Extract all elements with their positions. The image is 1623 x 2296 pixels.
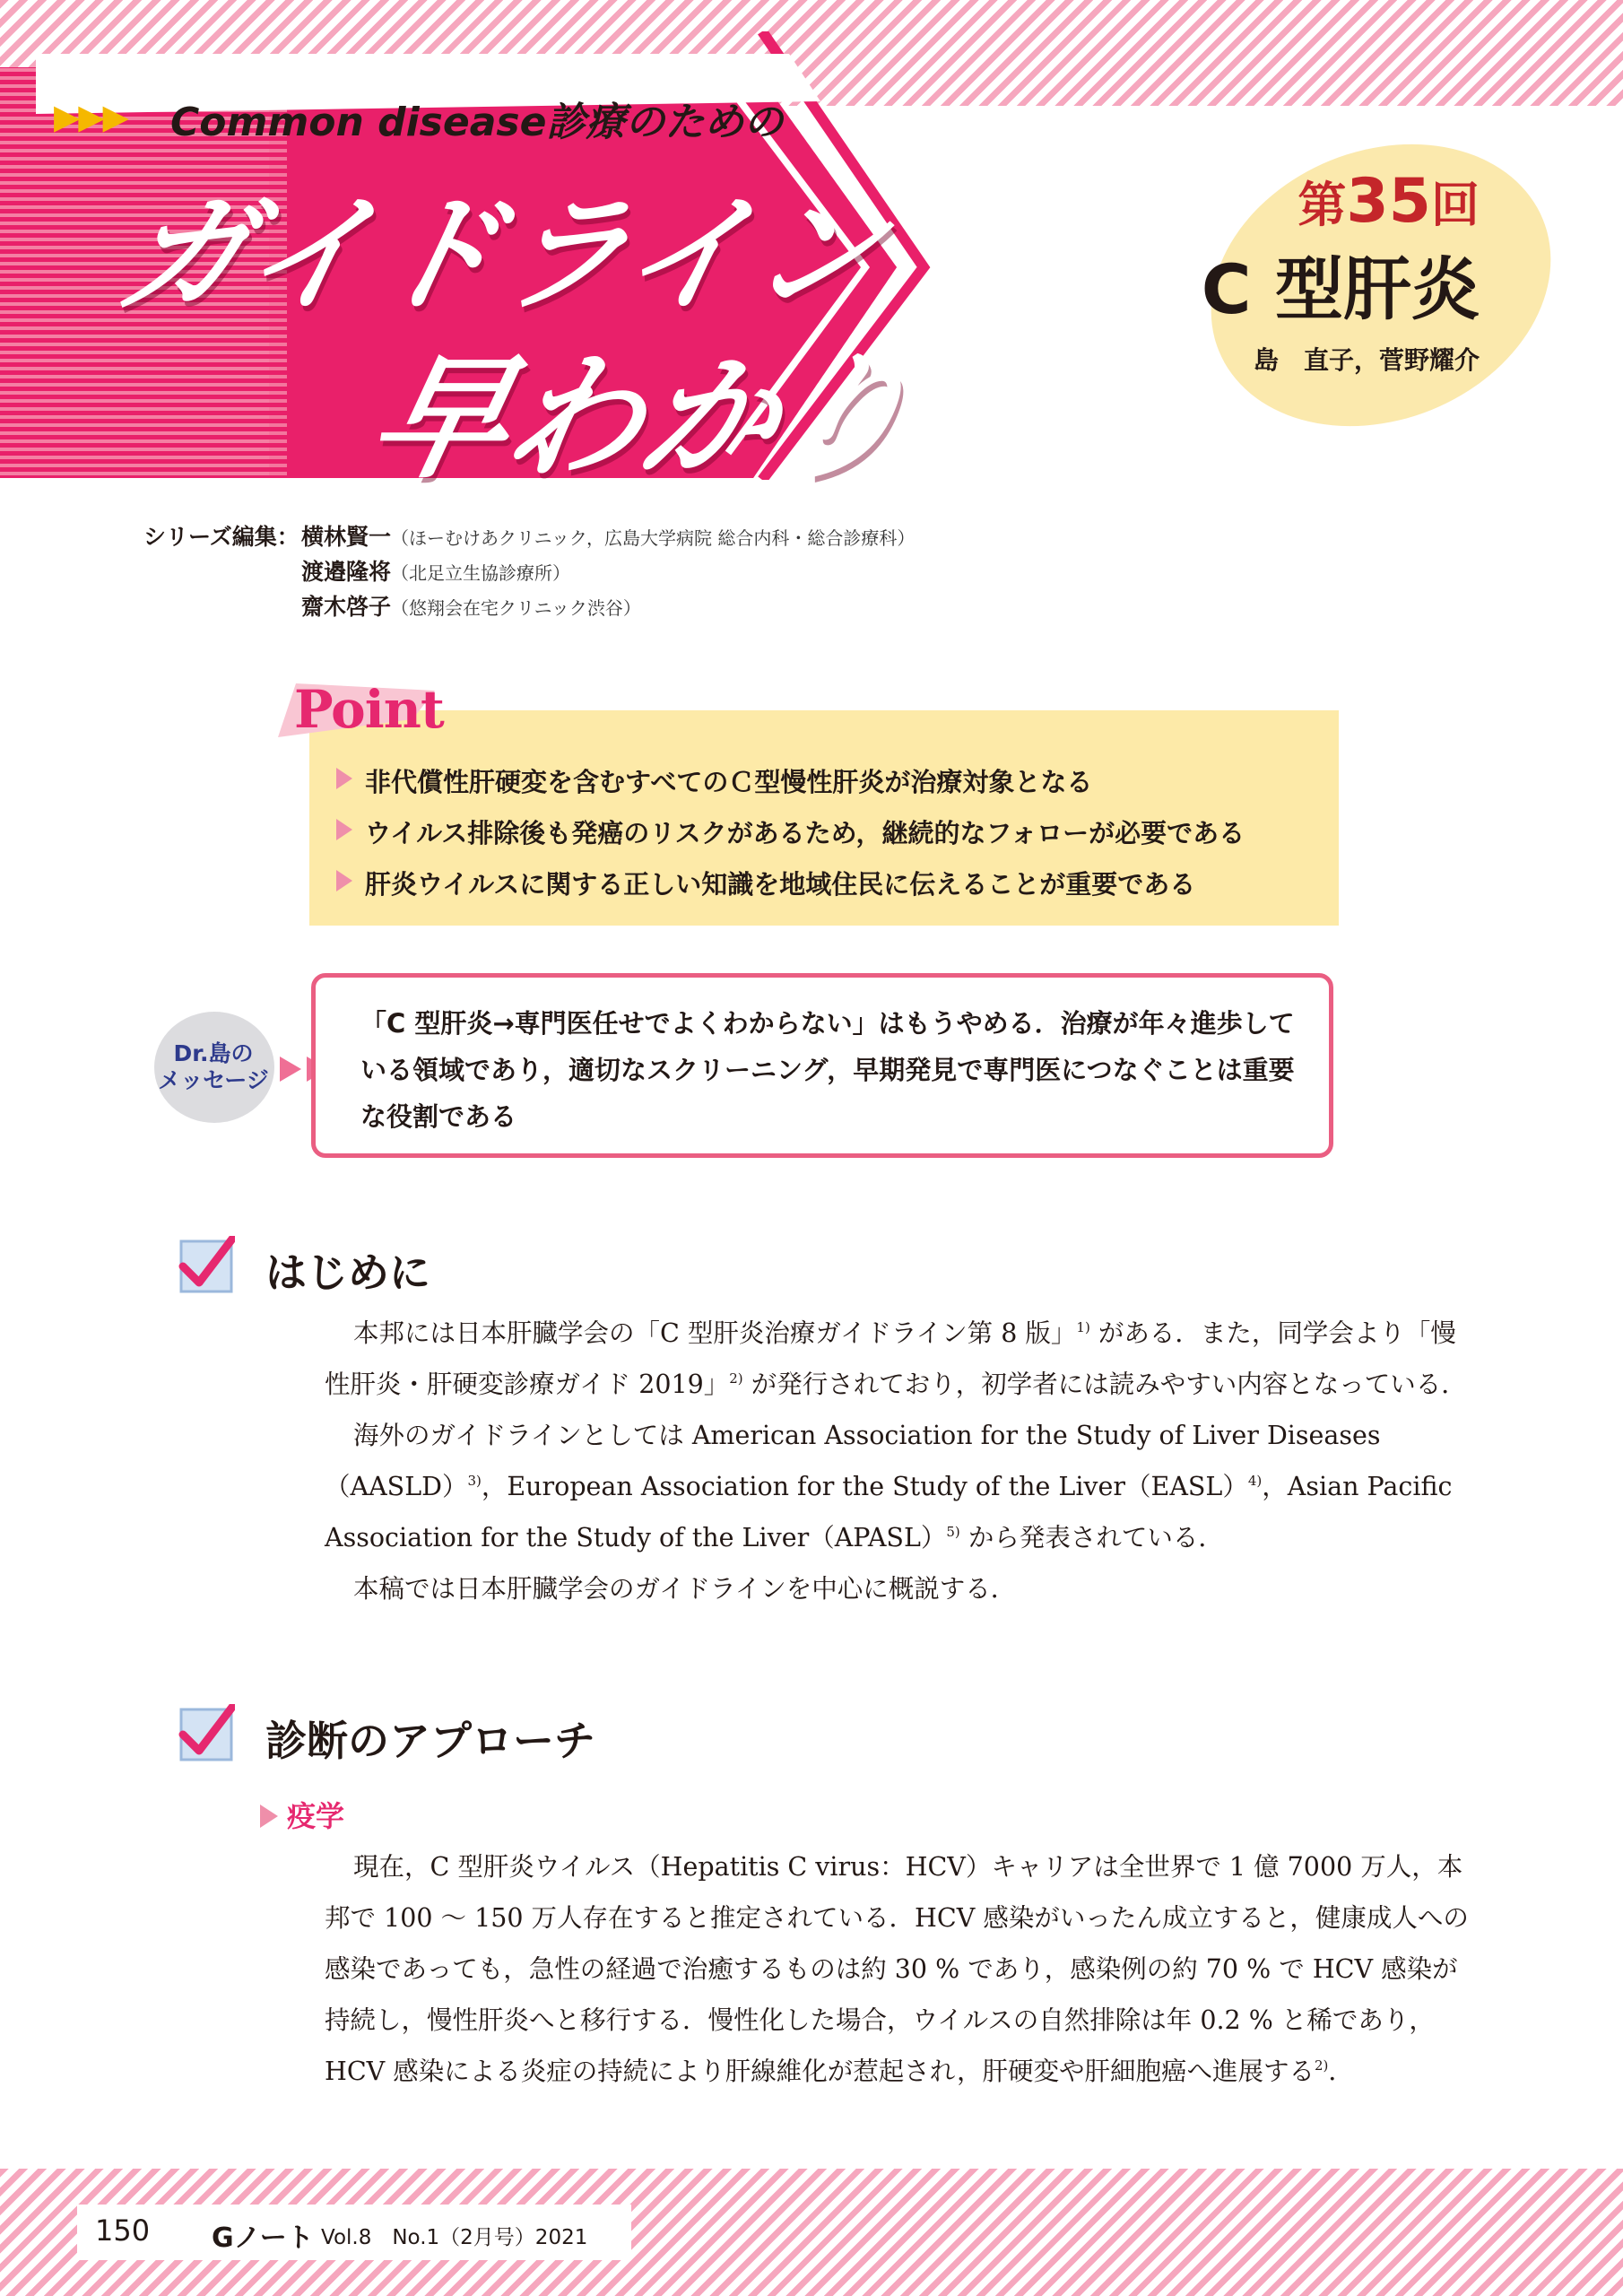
checkbox-icon bbox=[178, 1704, 235, 1761]
diagnosis-body bbox=[325, 1841, 1481, 2097]
episode-number: 第35回 bbox=[1298, 166, 1480, 237]
point-item: 肝炎ウイルスに関する正しい知識を地域住民に伝えることが重要である bbox=[336, 865, 1245, 916]
series-tagline: Common disease診療のための bbox=[170, 100, 784, 145]
point-item: 非代償性肝硬変を含むすべてのＣ型慢性肝炎が治療対象となる bbox=[336, 762, 1245, 813]
series-title-line2: 早わかり bbox=[357, 339, 929, 497]
paragraph: 現在，C 型肝炎ウイルス（Hepatitis C virus：HCV）キャリアは全世界で 1 億 7000 万人，本邦で 100 ～ 150 万人存在すると推定されている．HCV 感染がいったん成立すると，健康成人への感染であっても，急性の経過で治癒するものは約 30 % であり，感染例の約 70 % で HCV 感染が持続し，慢性肝炎へと移行する．慢性化した場合，ウイルスの自然排除は年 0.2 % と稀であり，HCV 感染による炎症の持続により肝線維化が惹起され，肝硬変や肝細胞癌へ進展する$^{2)}$． bbox=[325, 1852, 1469, 2086]
journal-issue: Vol.8 No.1（2月号）2021 bbox=[321, 2226, 588, 2249]
point-item: ウイルス排除後も発癌のリスクがあるため，継続的なフォローが必要である bbox=[336, 813, 1245, 865]
triangle-bullet-icon bbox=[336, 870, 352, 891]
journal-name: Gノート bbox=[212, 2222, 314, 2254]
paragraph: 海外のガイドラインとしては American Association for the Study of Liver Diseases（AASLD）$^{3)}$，European Association for the Study of the Liver（EASL）$^{4)}$，Asian Pacific Association for the Study of the Liver（APASL）$^{5)}$ から発表されている． bbox=[325, 1421, 1453, 1552]
triangle-bullet-icon bbox=[260, 1805, 278, 1828]
paragraph: 本邦には日本肝臓学会の「C 型肝炎治療ガイドライン第 8 版」$^{1)}$ がある．また，同学会より「慢性肝炎・肝硬変診療ガイド 2019」$^{2)}$ が発行されており，初学者には読みやすい内容となっている． bbox=[325, 1318, 1467, 1399]
article-title: C 型肝炎 bbox=[1201, 249, 1480, 329]
triangle-bullet-icon bbox=[336, 768, 352, 789]
dr-message-text: 「C 型肝炎→専門医任せでよくわからない」はもうやめる．治療が年々進歩して いる領域であり，適切なスクリーニング，早期発見で専門医につなぐことは重要 な役割である bbox=[360, 1008, 1295, 1132]
editor-row: 齋木啓子（悠翔会在宅クリニック渋谷） bbox=[301, 594, 641, 620]
point-list bbox=[336, 762, 1245, 916]
intro-body bbox=[325, 1308, 1481, 1614]
section-title-diagnosis: 診断のアプローチ bbox=[265, 1717, 595, 1765]
section-title-intro: はじめに bbox=[265, 1248, 430, 1297]
article-authors: 島 直子，菅野耀介 bbox=[1253, 345, 1480, 375]
point-label: Point bbox=[294, 679, 444, 740]
dr-message-label: Dr.島の メッセージ bbox=[158, 1040, 269, 1093]
tagline-arrows-icon: ▶▶▶ bbox=[54, 97, 127, 136]
paragraph: 本稿では日本肝臓学会のガイドラインを中心に概説する． bbox=[353, 1574, 1017, 1604]
editor-row: 渡邉隆将（北足立生協診療所） bbox=[301, 559, 571, 585]
triangle-bullet-icon bbox=[336, 819, 352, 840]
editor-row: シリーズ編集：横林賢一（ほーむけあクリニック，広島大学病院 総合内科・総合診療科） bbox=[143, 524, 916, 550]
series-editors bbox=[143, 520, 915, 625]
subsection-epidemiology: 疫学 bbox=[260, 1794, 344, 1835]
page-number: 150 bbox=[95, 2213, 151, 2248]
checkbox-icon bbox=[178, 1236, 235, 1293]
series-title-line1: ガイドライン bbox=[107, 180, 896, 329]
